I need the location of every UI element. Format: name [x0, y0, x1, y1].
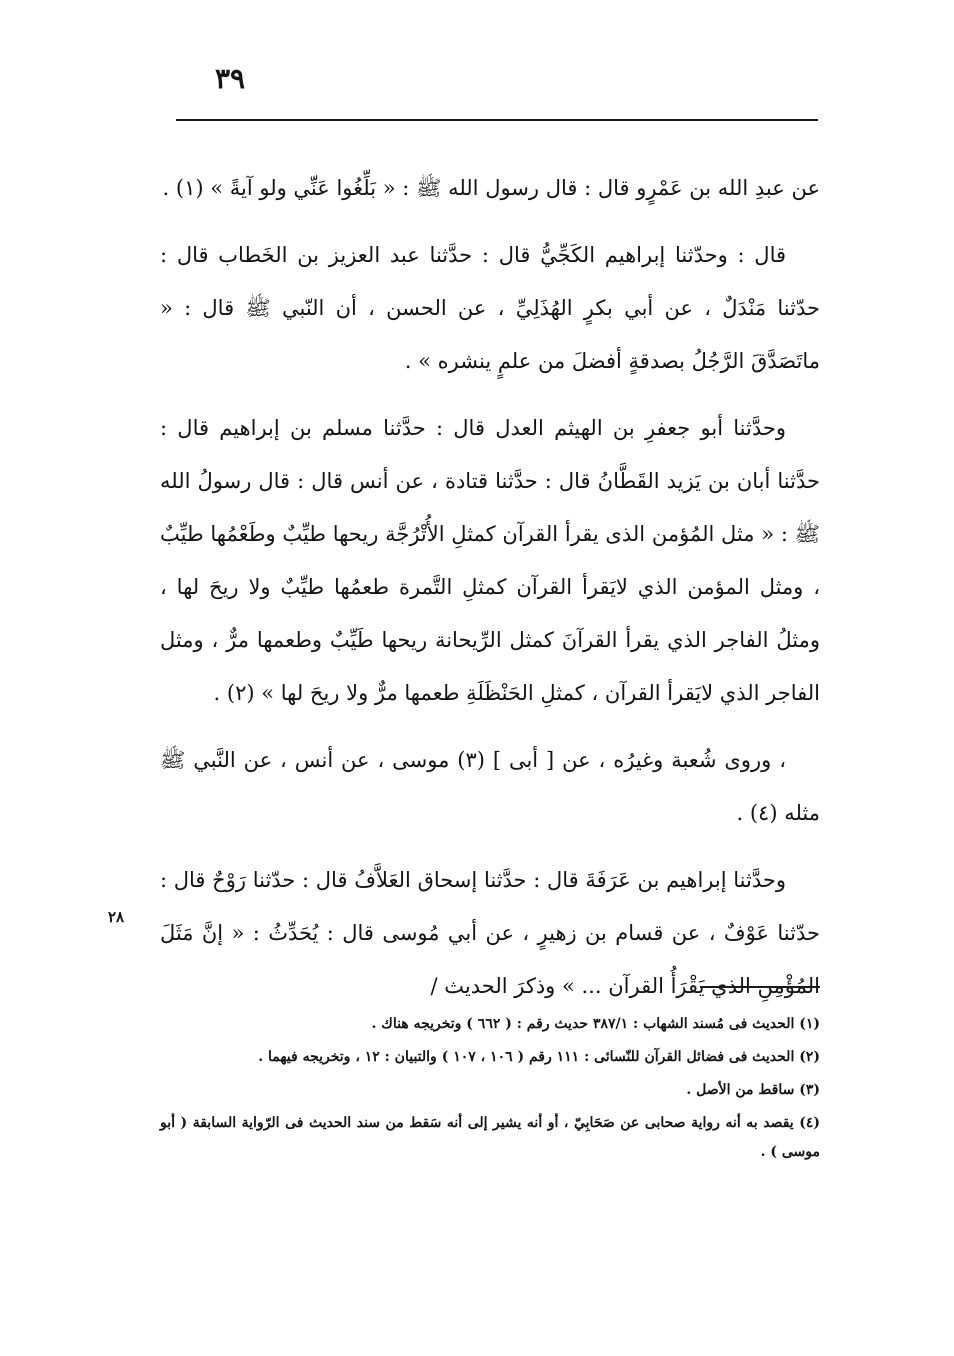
page-number: ٣٩	[214, 62, 246, 95]
paragraph-2: قال : وحدّثنا إبراهيم الكَجِّيُّ قال : حدَّثنا عبد العزيز بن الخَطاب قال : حدّثنا مَنْدَلٌ ، عن أبي بكرٍ الهُذَلِيِّ ، عن الحسن ، أن النّبي ﷺ قال : « ماتَصَدَّقَ الرَّجُلُ بصدقةٍ أفضلَ من علمٍ ينشره » .	[160, 243, 820, 373]
paragraph-4: ، وروى شُعبة وغيرُه ، عن [ أبى ] (٣) موسى ، عن أنس ، عن النَّبي ﷺ مثله (٤) .	[160, 748, 820, 825]
margin-page-number: ٢٨	[107, 908, 125, 926]
footnote-rule	[700, 986, 820, 988]
paragraph-5: وحدَّثنا إبراهيم بن عَرَفَةَ قال : حدَّثنا إسحاق العَلاَّفُ قال : حدّثنا رَوْحٌ قال : حدّثنا عَوْفٌ ، عن قسام بن زهيرٍ ، عن أبي مُوسى قال : يُحَدِّثُ : « إنَّ مَثَلَ المُؤْمِنِ الذي يَقْرَأُ القرآن ... » وذكرَ الحديث /	[160, 868, 820, 998]
header-rule	[176, 119, 818, 121]
footnote-2: (٢) الحديث فى فضائل القرآن للنّسائى : ١١١ رقم ( ١٠٦ ، ١٠٧ ) والتبيان : ١٢ ، وتخريجه فيهما .	[258, 1049, 820, 1065]
paragraph-1: عن عبدِ الله بن عَمْرٍو قال : قال رسول الله ﷺ : « بَلِّغُوا عَنِّي ولو آيةً » (١) .	[162, 176, 820, 200]
footnote-3: (٣) ساقط من الأصل .	[686, 1082, 820, 1098]
paragraph-3: وحدَّثنا أبو جعفرِ بن الهيثم العدل قال : حدَّثنا مسلم بن إبراهيم قال : حدَّثنا أبان بن يَزيد القَطَّانُ قال : حدَّثنا قتادة ، عن أنس قال : قال رسولُ الله ﷺ : « مثل المُؤمن الذى يقرأ القرآن كمثلِ الأُتْرُجَّة ريحها طيِّبٌ وطَعْمُها طيِّبٌ ، ومثل المؤمن الذي لايَقرأ القرآن كمثلِ التَّمرة طعمُها طيِّبٌ ولا ريحَ لها ، ومثلُ الفاجر الذي يقرأ القرآنَ كمثل الرِّيحانة ريحها طَيِّبٌ وطعمها مرٌّ ، ومثل الفاجر الذي لايَقرأ القرآن ، كمثلِ الحَنْظَلَةِ طعمها مرٌّ ولا ريحَ لها » (٢) .	[160, 416, 820, 705]
footnote-4: (٤) يقصد به أنه رواية صحابى عن صَحَابِيّ ، أو أنه يشير إلى أنه سَقط من سند الحديث فى الرّواية السابقة ( أبو موسى ) .	[160, 1115, 820, 1160]
main-text	[160, 162, 820, 1027]
footnote-1: (١) الحديث فى مُسند الشهاب : ٣٨٧/١ حديث رقم : ( ٦٦٢ ) وتخريجه هناك .	[371, 1016, 820, 1032]
footnotes	[160, 1010, 820, 1171]
